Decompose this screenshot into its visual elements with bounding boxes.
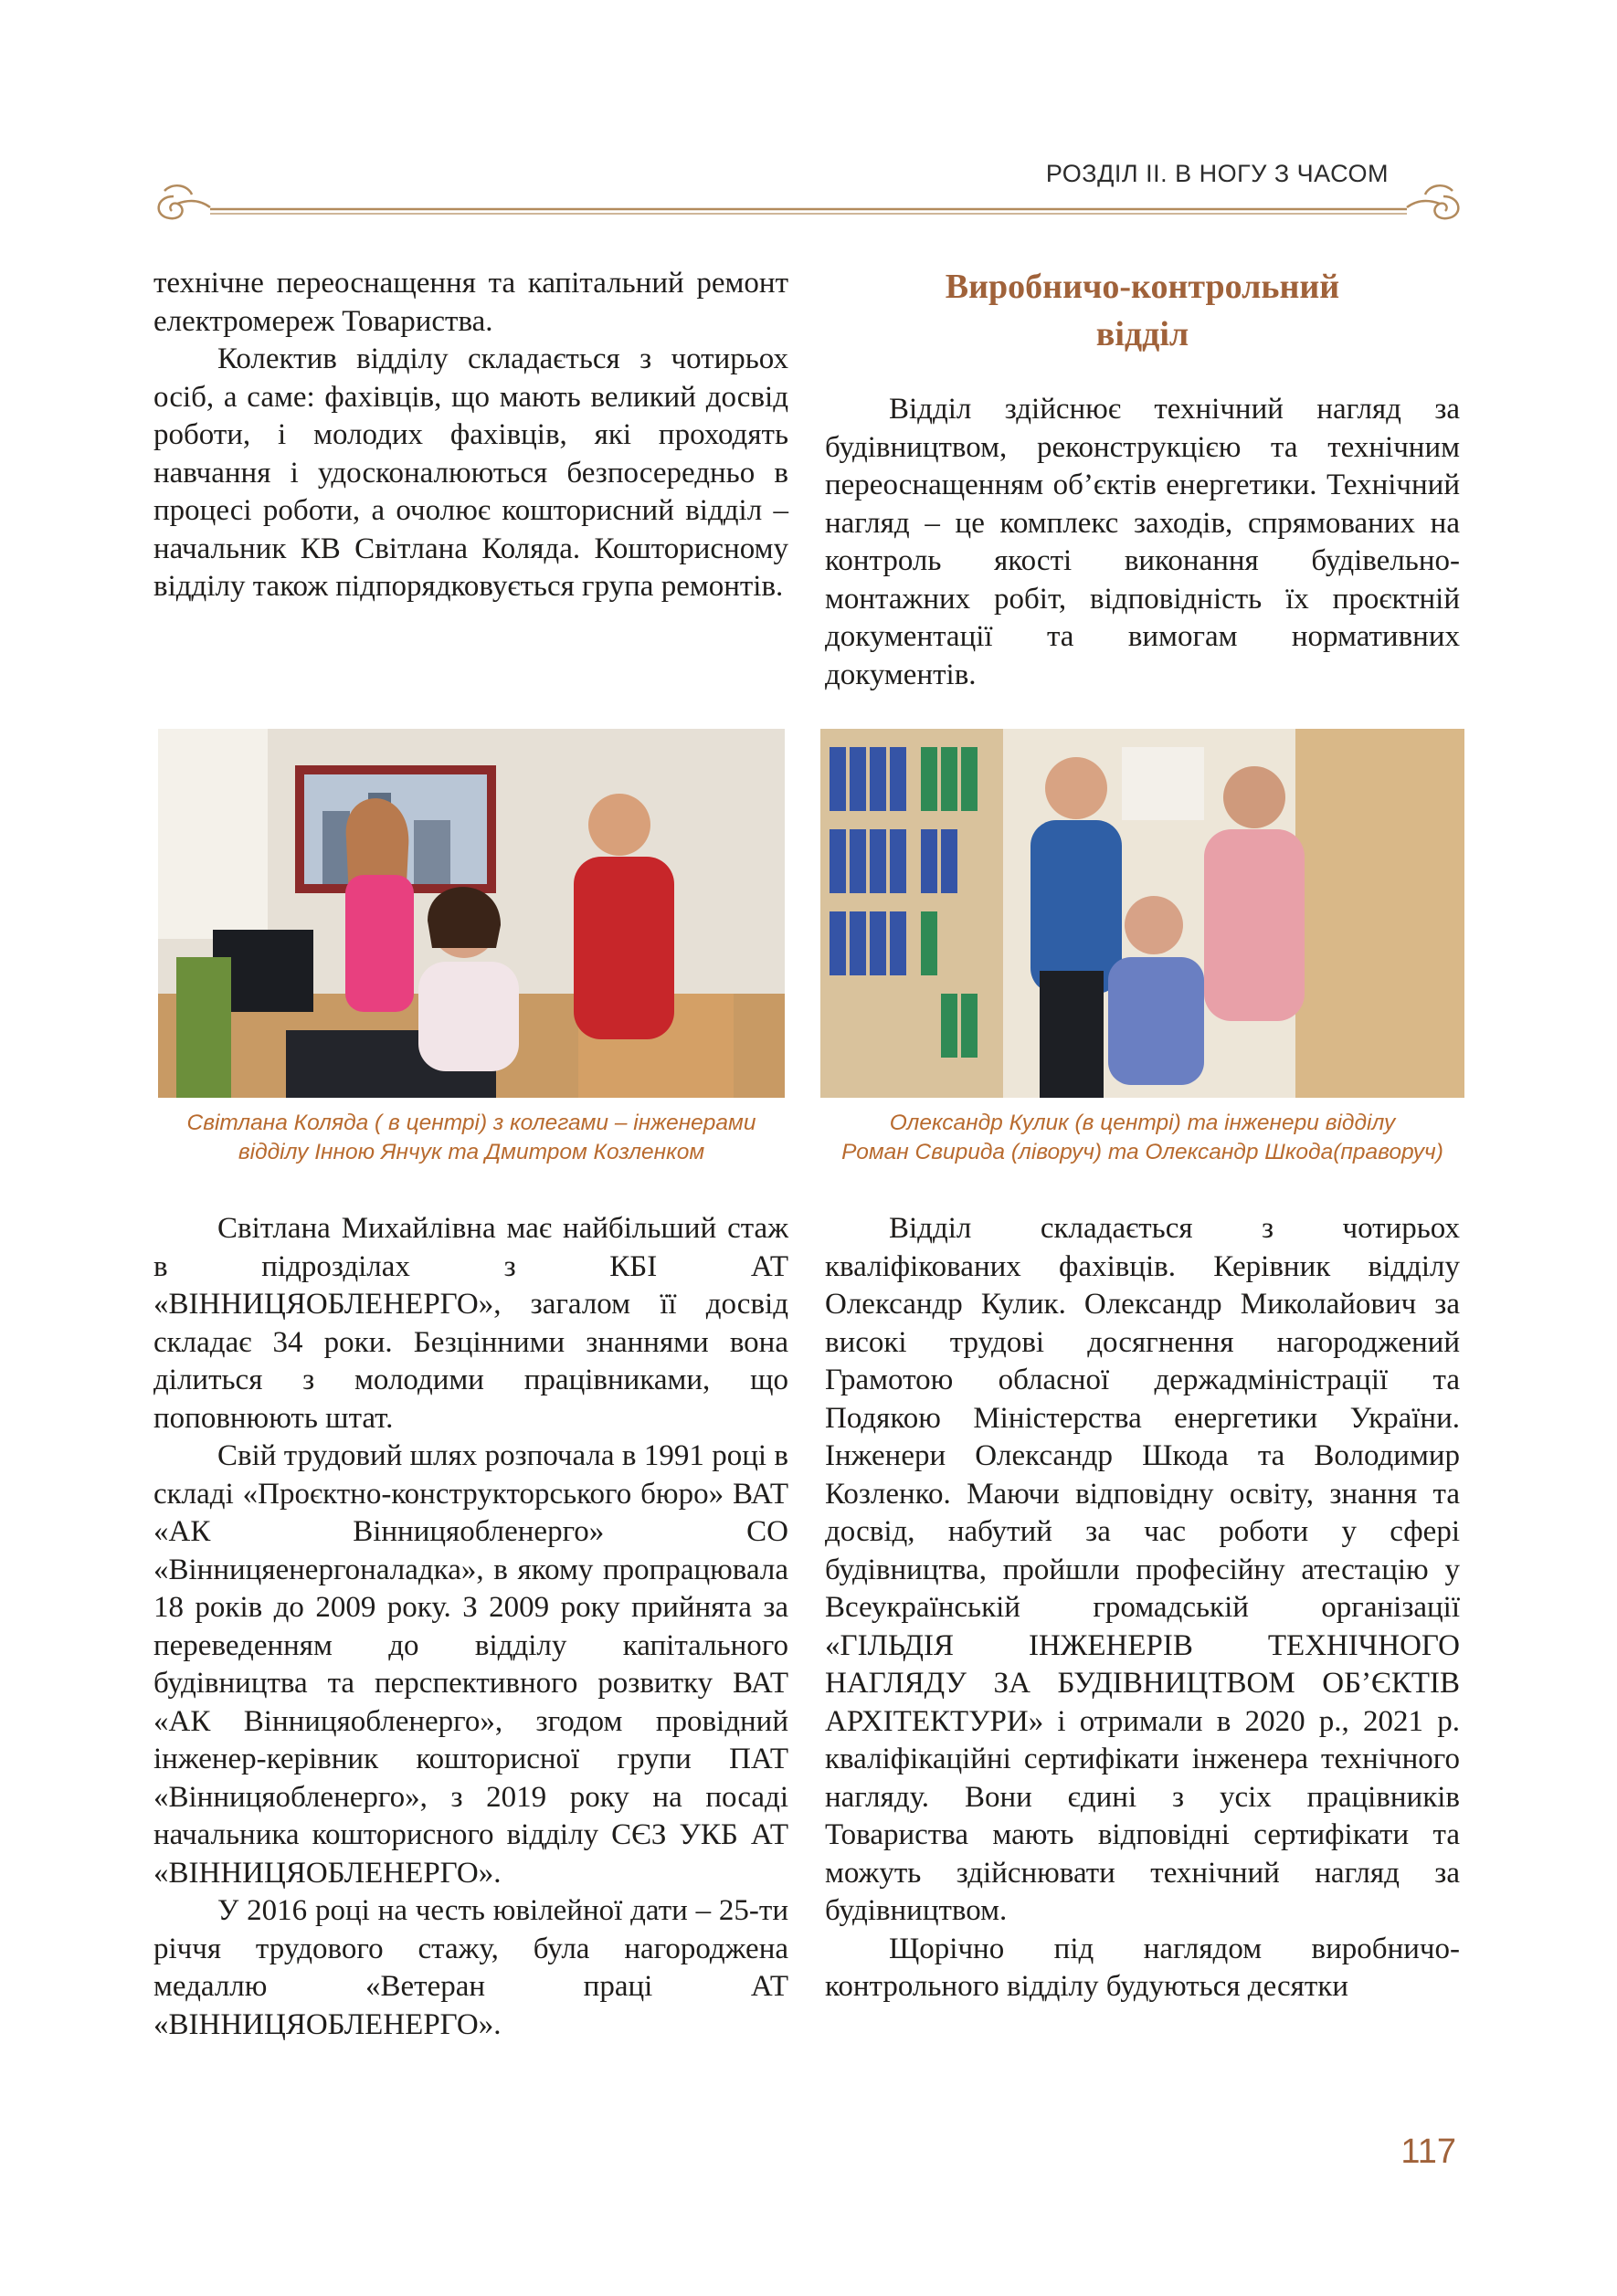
paragraph: Світлана Михайлівна має найбільший стаж в підрозділах з КБІ АТ «ВІННИЦЯОБЛЕНЕРГО», загалом її досвід складає 34 роки. Безцінними знаннями вона ділиться з молодими працівниками, що поповнюють штат. <box>153 1212 788 1435</box>
section-title <box>825 263 1460 358</box>
paragraph: Відділ здійснює технічний нагляд за будівництвом, реконструкцією та технічним переоснащенням об’єктів енергетики. Технічний нагляд – це комплекс заходів, спрямованих на контроль якості виконання будівельно-монтажних робіт, відповідність їх проєктній документації та вимогам нормативних документів. <box>825 393 1460 691</box>
paragraph: Відділ складається з чотирьох кваліфікованих фахівців. Керівник відділу Олександр Кулик. Олександр Миколайович за високі трудові досягнення нагороджений Грамотою обласної держадміністрації та Подякою Міністерства енергетики України. Інженери Олександр Шкода та Володимир Козленко. Маючи відповідну освіту, знання та досвід, набутий за час роботи у сфері будівництва, пройшли професійну атестацію у Всеукраїнській громадській організації «ГІЛЬДІЯ ІНЖЕНЕРІВ ТЕХНІЧНОГО НАГЛЯДУ ЗА БУДІВНИЦТВОМ ОБ’ЄКТІВ АРХІТЕКТУРИ» і отримали в 2020 р., 2021 р. кваліфікаційні сертифікати інженера технічного нагляду. Вони єдині з усіх працівників Товариства мають відповідні сертифікати та можуть здійснювати технічний нагляд за будівництвом. <box>825 1212 1460 1927</box>
paragraph: Свій трудовий шлях розпочала в 1991 році в складі «Проєктно-конструкторського бюро» ВАТ «АК Вінницяобленерго» СО «Вінницяенергоналадка», в якому пропрацювала 18 років до 2009 року. З 2009 року прийнята за переведенням до відділу капітального будівництва та перспективного розвитку ВАТ «АК Вінницяобленерго», згодом провідний інженер-керівник кошторисної групи ПАТ «Вінницяобленерго», з 2019 року на посаді начальника кошторисного відділу СЄЗ УКБ АТ «ВІННИЦЯОБЛЕНЕРГО». <box>153 1439 788 1890</box>
photo-production-control-department <box>820 729 1464 1098</box>
photo-estimating-department <box>158 729 785 1098</box>
section-title-line: Виробничо-контрольний <box>945 268 1340 306</box>
photo-caption-right <box>820 1109 1464 1167</box>
paragraph: У 2016 році на честь ювілейної дати – 25-ти річчя трудового стажу, була нагороджена медаллю «Ветеран праці АТ «ВІННИЦЯОБЛЕНЕРГО». <box>153 1894 788 2041</box>
header-ornament <box>146 169 1471 233</box>
left-column-bottom <box>153 1210 788 2044</box>
section-title-line: відділ <box>1095 315 1189 353</box>
right-column-top <box>825 391 1460 694</box>
photo-caption-left <box>158 1109 785 1167</box>
scroll-ornament-left-icon <box>159 185 210 218</box>
caption-line: Роман Свирида (ліворуч) та Олександр Шкода(праворуч) <box>841 1140 1443 1164</box>
right-column-bottom <box>825 1210 1460 2006</box>
scroll-ornament-right-icon <box>1407 185 1458 218</box>
paragraph: Щорічно під наглядом виробничо-контрольного відділу будуються десятки <box>825 1932 1460 2003</box>
paragraph: технічне переоснащення та капітальний ремонт електромереж Товариства. <box>153 267 788 338</box>
running-head: РОЗДІЛ ІІ. В НОГУ З ЧАСОМ <box>1045 160 1389 187</box>
caption-line: Олександр Кулик (в центрі) та інженери відділу <box>889 1111 1396 1135</box>
left-column-top <box>153 265 788 606</box>
paragraph: Колектив відділу складається з чотирьох осіб, а саме: фахівців, що мають великий досвід роботи, і молодих фахівців, які проходять навчання і удосконалюються безпосередньо в процесі роботи, а очолює кошторисний відділ – начальник КВ Світлана Коляда. Кошторисному відділу також підпорядковується група ремонтів. <box>153 342 788 603</box>
page-number: 117 <box>1400 2133 1456 2171</box>
caption-line: Світлана Коляда ( в центрі) з колегами – інженерами <box>186 1111 756 1135</box>
caption-line: відділу Інною Янчук та Дмитром Козленком <box>238 1140 705 1164</box>
